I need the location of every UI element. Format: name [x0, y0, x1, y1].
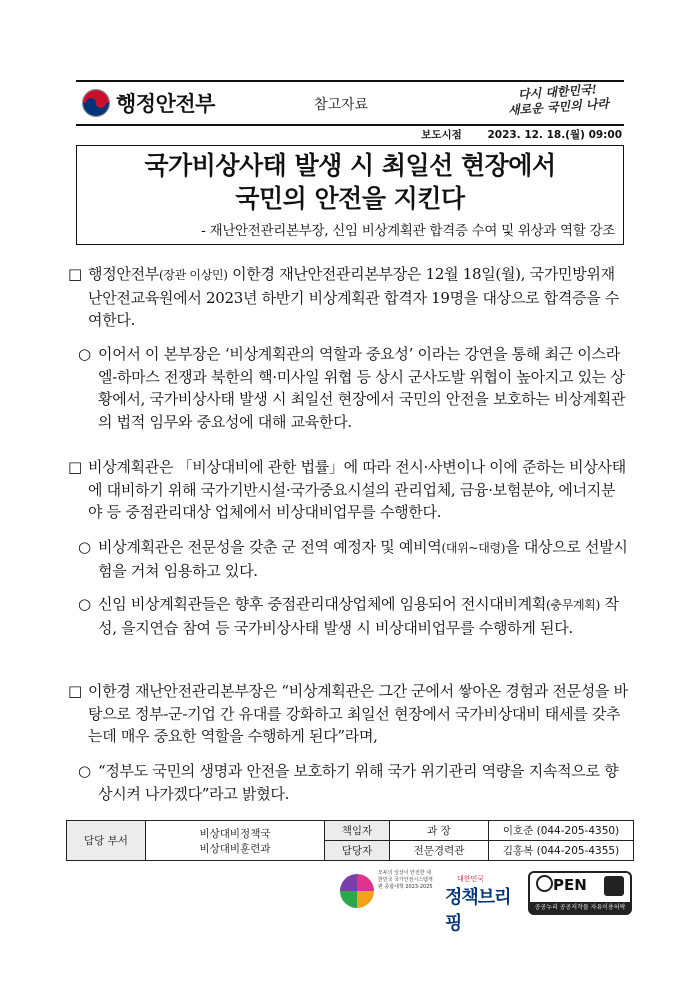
paragraph-2: [68, 456, 628, 524]
ministry-name: 행정안전부: [116, 92, 215, 116]
paragraph-2-sub-2: [78, 593, 628, 639]
document-header: [76, 80, 624, 126]
title-box: [76, 145, 624, 245]
dept-label: 담당 부서: [67, 821, 146, 861]
paragraph-3: [68, 680, 628, 748]
open-license-logo: [528, 871, 632, 915]
staff-title: 전문경력관: [390, 841, 489, 861]
document-type: 참고자료: [314, 97, 369, 113]
headline: [77, 149, 623, 215]
release-time: [421, 127, 622, 142]
square-bullet-icon: □: [68, 458, 82, 476]
paragraph-3-sub-text: “정부도 국민의 생명과 안전을 보호하기 위해 국가 위기관리 역량을 지속적으로 향상시켜 나가겠다”라고 밝혔다.: [98, 762, 619, 803]
safety-campaign-text: 모두의 일상이 안전한 대한민국 국가안전시스템개편 종합대책 2023-2025: [378, 870, 433, 890]
circle-bullet-icon: ○: [78, 345, 91, 363]
dept-name-2: 비상대비훈련과: [199, 842, 271, 855]
paragraph-1-text: 이한경 재난안전관리본부장은 12월 18일(월), 국가민방위재난안전교육원에서 2023년 하반기 비상계획관 합격자 19명을 대상으로 합격증을 수여한다.: [88, 265, 620, 329]
headline-line-2: 국민의 안전을 지킨다: [235, 184, 465, 213]
safety-flower-icon: [340, 874, 374, 908]
paragraph-2-sub-2-text: 작성, 을지연습 참여 등 국가비상사태 발생 시 비상대비업무를 수행하게 된다.: [98, 595, 619, 637]
paragraph-2-sub-2-note: (충무계획): [546, 598, 600, 612]
policy-briefing-title: 정책브리핑: [445, 887, 511, 934]
open-wordmark: [536, 875, 587, 894]
policy-briefing-small: 대한민국: [457, 875, 485, 883]
paragraph-2-sub-1-note: (대위~대령): [441, 541, 506, 555]
contact-table: [66, 820, 634, 861]
paragraph-2-text: 비상계획관은 「비상대비에 관한 법률」에 따라 전시·사변이나 이에 준하는 비상사태에 대비하기 위해 국가기반시설·국가중요시설의 관리업체, 금융·보험분야, 에너지분야 등 중점관리대상 업체에서 비상대비업무를 수행한다.: [88, 458, 626, 521]
policy-briefing-logo: [445, 866, 523, 934]
responsible-label: 책임자: [325, 821, 390, 841]
open-license-type-icon: [604, 876, 624, 896]
release-datetime: 2023. 12. 18.(월) 09:00: [487, 129, 622, 141]
staff-label: 담당자: [325, 841, 390, 861]
paragraph-2-sub-2-lead: 신임 비상계획관들은 향후 중점관리대상업체에 임용되어 전시대비계획: [98, 595, 547, 613]
slogan-line-2: 새로운 국민의 나라: [507, 96, 610, 118]
open-word-text: PEN: [553, 876, 587, 894]
paragraph-1-lead: 행정안전부: [88, 265, 159, 283]
paragraph-1-sub: [78, 343, 628, 433]
safety-campaign-logo: [340, 866, 432, 916]
staff-name: 김홍복 (044-205-4355): [489, 841, 634, 861]
slogan: [497, 81, 619, 119]
paragraph-1: [68, 263, 628, 332]
paragraph-2-sub-1-text: 을 대상으로 선발시험을 거쳐 임용하고 있다.: [98, 538, 628, 580]
dept-name-1: 비상대비정책국: [199, 827, 271, 840]
dept-cell: [146, 821, 325, 861]
headline-line-1: 국가비상사태 발생 시 최일선 현장에서: [144, 151, 556, 180]
square-bullet-icon: □: [68, 265, 82, 283]
circle-bullet-icon: ○: [78, 762, 91, 780]
slogan-line-1: 다시 대한민국!: [517, 82, 598, 102]
paragraph-3-sub: [78, 760, 628, 805]
paragraph-1-sub-text: 이어서 이 본부장은 ‘비상계획관의 역할과 중요성’ 이라는 강연을 통해 최근 이스라엘-하마스 전쟁과 북한의 핵·미사일 위협 등 상시 군사도발 위협이 높아지고 있는 상황에서, 국가비상사태 발생 시 최일선 현장에서 국민의 안전을 보호하는 비상계획관의 법적 임무와 중요성에 대해 교육한다.: [98, 345, 626, 431]
square-bullet-icon: □: [68, 682, 82, 700]
responsible-name: 이호준 (044-205-4350): [489, 821, 634, 841]
open-license-bar: 공공누리 공공저작물 자유이용허락: [530, 902, 630, 913]
circle-bullet-icon: ○: [78, 538, 91, 556]
release-label: 보도시점: [421, 129, 462, 141]
taegeuk-emblem-icon: [82, 89, 110, 117]
paragraph-3-text: 이한경 재난안전관리본부장은 “비상계획관은 그간 군에서 쌓아온 경험과 전문성을 바탕으로 정부-군-기업 간 유대를 강화하고 최일선 현장에서 국가비상대비 태세를 갖추는데 매우 중요한 역할을 수행하게 된다”라며,: [88, 682, 628, 745]
circle-bullet-icon: ○: [78, 595, 91, 613]
paragraph-2-sub-1-lead: 비상계획관은 전문성을 갖춘 군 전역 예정자 및 예비역: [98, 538, 442, 556]
open-o-icon: [536, 875, 553, 892]
ministry-logo: [82, 88, 215, 118]
paragraph-2-sub-1: [78, 536, 628, 582]
responsible-title: 과 장: [390, 821, 489, 841]
paragraph-1-note: (장관 이상민): [158, 268, 228, 282]
subheadline: - 재난안전관리본부장, 신임 비상계획관 합격증 수여 및 위상과 역할 강조: [201, 223, 615, 239]
